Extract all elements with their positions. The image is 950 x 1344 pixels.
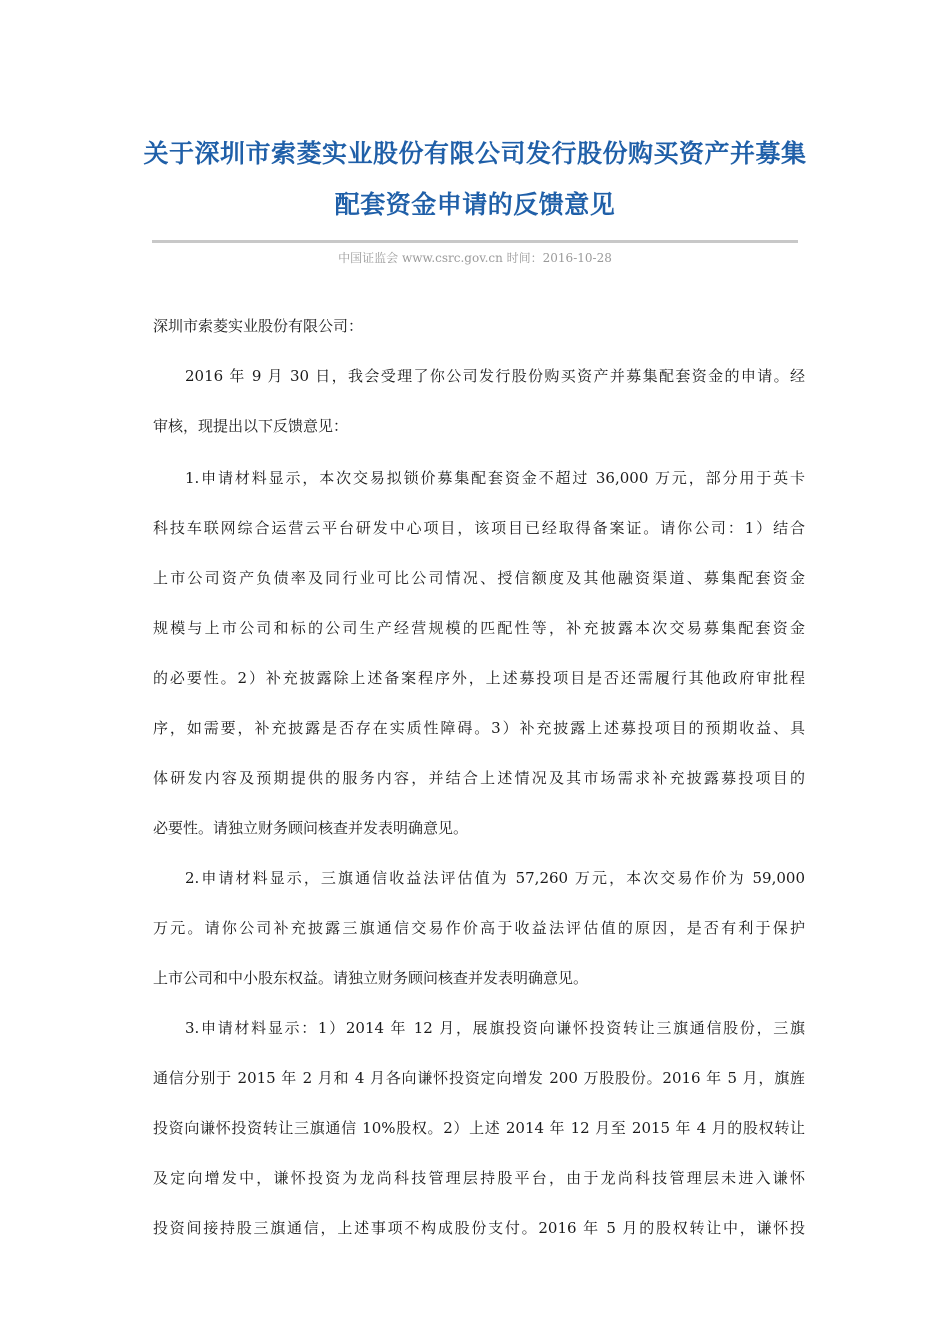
item-3-line: 3.申请材料显示：1）2014 年 12 月，展旗投资向谦怀投资转让三旗通信股份，三旗 — [185, 1019, 805, 1037]
item-1-line: 的必要性。2）补充披露除上述备案程序外，上述募投项目是否还需履行其他政府审批程 — [153, 669, 805, 687]
title-line-1: 关于深圳市索菱实业股份有限公司发行股份购买资产并募集 — [143, 139, 807, 168]
item-3-line: 及定向增发中，谦怀投资为龙尚科技管理层持股平台，由于龙尚科技管理层未进入谦怀 — [153, 1169, 805, 1187]
intro-line: 2016 年 9 月 30 日，我会受理了你公司发行股份购买资产并募集配套资金的申请。经 — [185, 367, 805, 385]
title-divider — [152, 240, 798, 243]
item-3-line: 投资间接持股三旗通信，上述事项不构成股份支付。2016 年 5 月的股权转让中，谦怀投 — [153, 1219, 805, 1237]
item-1-line: 规模与上市公司和标的公司生产经营规模的匹配性等，补充披露本次交易募集配套资金 — [153, 619, 805, 637]
item-2-line: 万元。请你公司补充披露三旗通信交易作价高于收益法评估值的原因，是否有利于保护 — [153, 919, 805, 937]
item-1-line: 上市公司资产负债率及同行业可比公司情况、授信额度及其他融资渠道、募集配套资金 — [153, 569, 805, 587]
item-1-line: 序，如需要，补充披露是否存在实质性障碍。3）补充披露上述募投项目的预期收益、具 — [153, 719, 805, 737]
salutation: 深圳市索菱实业股份有限公司： — [153, 317, 364, 335]
item-1-line: 科技车联网综合运营云平台研发中心项目，该项目已经取得备案证。请你公司：1）结合 — [153, 519, 805, 537]
item-2-line: 上市公司和中小股东权益。请独立财务顾问核查并发表明确意见。 — [153, 969, 589, 987]
intro-line: 审核，现提出以下反馈意见： — [153, 417, 349, 435]
item-1-line: 体研发内容及预期提供的服务内容，并结合上述情况及其市场需求补充披露募投项目的 — [153, 769, 805, 787]
source-and-date: 中国证监会 www.csrc.gov.cn 时间：2016-10-28 — [338, 251, 612, 265]
item-1-line: 必要性。请独立财务顾问核查并发表明确意见。 — [153, 819, 469, 837]
title-line-2: 配套资金申请的反馈意见 — [334, 190, 616, 219]
document-body — [153, 306, 805, 1258]
item-3-line: 通信分别于 2015 年 2 月和 4 月各向谦怀投资定向增发 200 万股股份。2016 年 5 月，旗旌 — [153, 1069, 805, 1087]
item-1-line: 1.申请材料显示，本次交易拟锁价募集配套资金不超过 36,000 万元，部分用于英卡 — [185, 469, 805, 487]
document-title — [120, 128, 830, 230]
item-3-line: 投资向谦怀投资转让三旗通信 10%股权。2）上述 2014 年 12 月至 2015 年 4 月的股权转让 — [153, 1119, 805, 1137]
item-2-line: 2.申请材料显示，三旗通信收益法评估值为 57,260 万元，本次交易作价为 59,000 — [185, 869, 805, 887]
